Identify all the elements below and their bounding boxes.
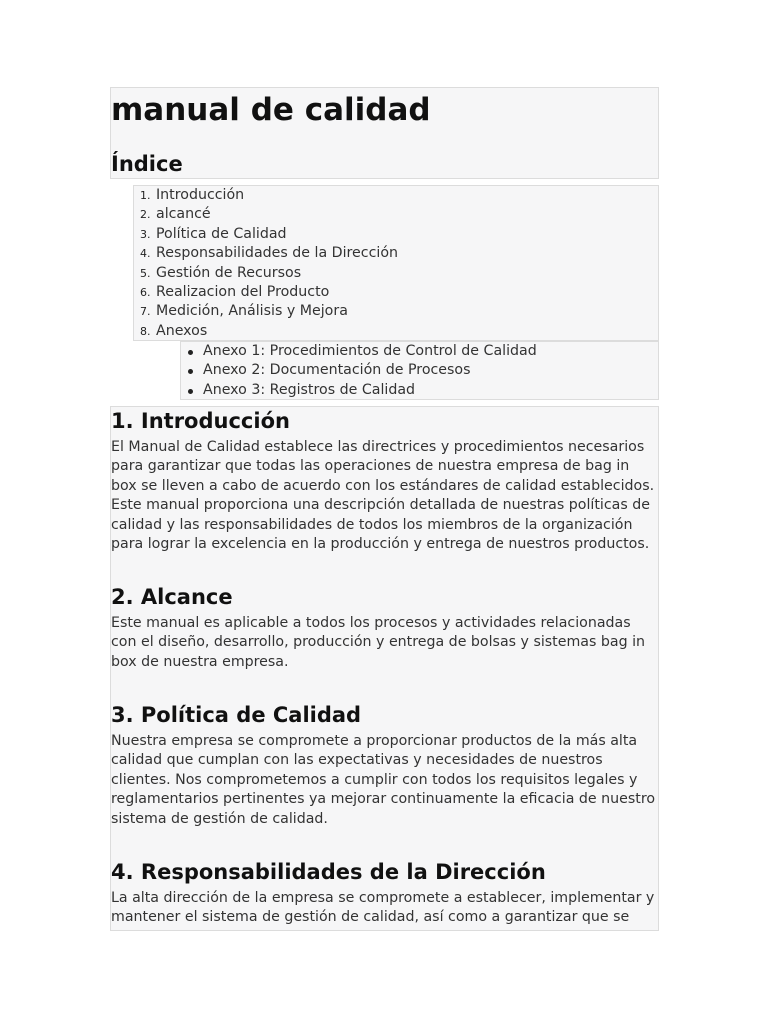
- toc-item-anexos[interactable]: [134, 322, 398, 341]
- annex-item-3[interactable]: [181, 381, 537, 400]
- bullet-icon: [188, 369, 193, 374]
- bullet-icon: [188, 350, 193, 355]
- section-alcance: [111, 583, 659, 672]
- annex-item-1[interactable]: [181, 342, 537, 361]
- document-body: [110, 406, 659, 931]
- section-politica: [111, 701, 659, 829]
- toc-item-label: alcancé: [156, 206, 211, 223]
- toc-heading: Índice: [111, 152, 183, 176]
- toc-item-number: 7.: [140, 305, 151, 319]
- annex-list: [181, 342, 537, 400]
- toc-item-label: Medición, Análisis y Mejora: [156, 303, 348, 320]
- annex-item-label: Anexo 3: Registros de Calidad: [203, 381, 416, 398]
- toc-item-label: Realizacion del Producto: [156, 283, 330, 300]
- toc-item-label: Gestión de Recursos: [156, 264, 302, 281]
- toc-item-politica[interactable]: [134, 225, 398, 244]
- section-paragraph: El Manual de Calidad establece las directrices y procedimientos necesarios para garantizar que todas las operaciones de nuestra empresa de bag in box se lleven a cabo de acuerdo con los estándares de calidad establecidos. Este manual proporciona una descripción detallada de nuestras políticas de calidad y las responsabilidades de todos los miembros de la organización para lograr la excelencia en la producción y entrega de nuestros productos.: [111, 439, 655, 553]
- toc-item-alcance[interactable]: [134, 205, 398, 224]
- table-of-contents: [133, 185, 659, 341]
- toc-item-label: Política de Calidad: [156, 225, 287, 242]
- annex-item-label: Anexo 2: Documentación de Procesos: [203, 362, 471, 379]
- section-heading: 3. Política de Calidad: [111, 703, 362, 727]
- toc-item-label: Anexos: [156, 322, 208, 339]
- toc-item-label: Introducción: [156, 187, 245, 203]
- toc-item-recursos[interactable]: [134, 264, 398, 283]
- toc-item-introduccion[interactable]: [134, 186, 398, 205]
- toc-item-number: 8.: [140, 324, 151, 338]
- title-block: [110, 87, 659, 179]
- section-heading: 2. Alcance: [111, 585, 233, 609]
- section-paragraph: La alta dirección de la empresa se compromete a establecer, implementar y mantener el sistema de gestión de calidad, así como a garantizar que se: [111, 890, 655, 926]
- toc-item-number: 5.: [140, 266, 151, 280]
- toc-item-realizacion[interactable]: [134, 283, 398, 302]
- toc-item-label: Responsabilidades de la Dirección: [156, 245, 398, 262]
- annex-item-label: Anexo 1: Procedimientos de Control de Calidad: [203, 343, 537, 359]
- toc-item-number: 6.: [140, 285, 151, 299]
- toc-item-number: 3.: [140, 227, 151, 241]
- toc-item-medicion[interactable]: [134, 302, 398, 321]
- toc-list: [134, 186, 398, 341]
- toc-item-number: 1.: [140, 189, 151, 202]
- section-heading: 4. Responsabilidades de la Dirección: [111, 860, 546, 884]
- toc-item-responsabilidades[interactable]: [134, 244, 398, 263]
- section-responsabilidades: [111, 858, 659, 928]
- annex-item-2[interactable]: [181, 361, 537, 380]
- section-heading: 1. Introducción: [111, 409, 290, 433]
- bullet-icon: [188, 389, 193, 394]
- section-paragraph: Este manual es aplicable a todos los procesos y actividades relacionadas con el diseño, desarrollo, producción y entrega de bolsas y sistemas bag in box de nuestra empresa.: [111, 615, 646, 670]
- toc-item-number: 2.: [140, 208, 151, 222]
- page-title: manual de calidad: [111, 92, 431, 128]
- section-introduccion: [111, 407, 659, 554]
- section-paragraph: Nuestra empresa se compromete a proporcionar productos de la más alta calidad que cumplan con las expectativas y necesidades de nuestros clientes. Nos comprometemos a cumplir con todos los requisitos legales y reglamentarios pertinentes ya mejorar continuamente la eficacia de nuestro sistema de gestión de calidad.: [111, 733, 656, 827]
- annex-list-block: [180, 341, 659, 400]
- toc-item-number: 4.: [140, 247, 151, 261]
